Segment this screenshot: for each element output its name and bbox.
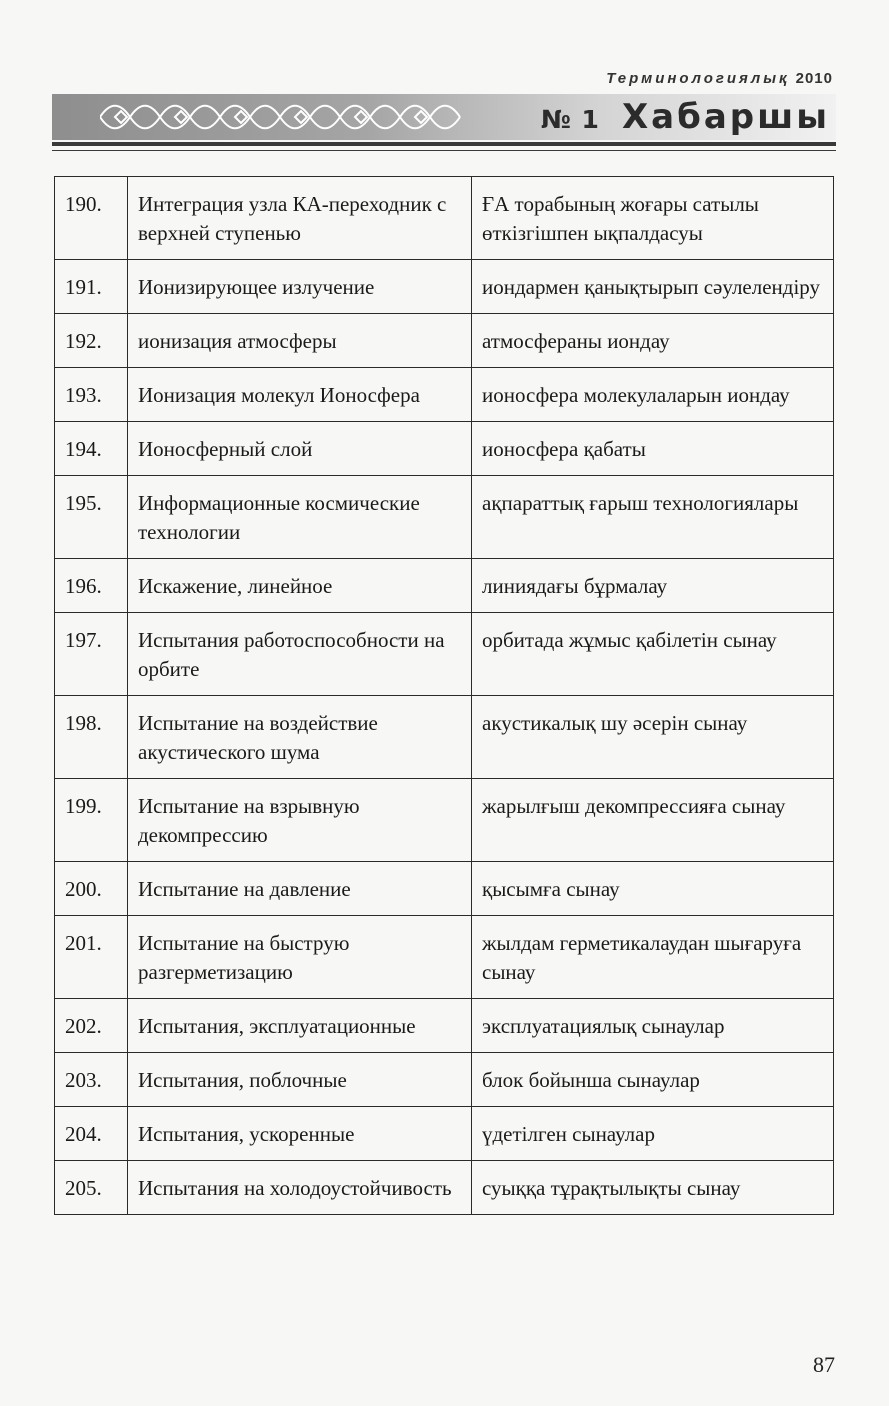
kazakh-term: үдетілген сынаулар: [472, 1107, 834, 1161]
table-row: [55, 368, 834, 422]
term-number: 203.: [55, 1053, 128, 1107]
kazakh-term: орбитада жұмыс қабілетін сынау: [472, 613, 834, 696]
table-row: [55, 476, 834, 559]
header-rule-thick: [52, 142, 836, 146]
term-number: 204.: [55, 1107, 128, 1161]
table-row: [55, 1107, 834, 1161]
header-banner: [52, 94, 836, 140]
kazakh-term: қысымға сынау: [472, 862, 834, 916]
terms-table: [54, 176, 834, 1215]
term-number: 201.: [55, 916, 128, 999]
term-number: 193.: [55, 368, 128, 422]
banner-title: [541, 97, 830, 137]
russian-term: Интеграция узла КА-переходник с верхней ступенью: [128, 177, 472, 260]
page-number: 87: [813, 1352, 835, 1377]
russian-term: Испытания работоспособности на орбите: [128, 613, 472, 696]
russian-term: Ионизация молекул Ионосфера: [128, 368, 472, 422]
table-row: [55, 696, 834, 779]
russian-term: Испытание на быструю разгерметизацию: [128, 916, 472, 999]
kazakh-term: жарылғыш декомпрессияға сынау: [472, 779, 834, 862]
table-row: [55, 314, 834, 368]
kazakh-term: атмосфераны иондау: [472, 314, 834, 368]
terms-table-body: [55, 177, 834, 1215]
russian-term: Испытания, поблочные: [128, 1053, 472, 1107]
table-row: [55, 916, 834, 999]
term-number: 194.: [55, 422, 128, 476]
kazakh-term: ионосфера қабаты: [472, 422, 834, 476]
term-number: 202.: [55, 999, 128, 1053]
term-number: 200.: [55, 862, 128, 916]
issue-number: № 1: [540, 105, 600, 134]
term-number: 197.: [55, 613, 128, 696]
kazakh-term: ақпараттық ғарыш технологиялары: [472, 476, 834, 559]
russian-term: Ионизирующее излучение: [128, 260, 472, 314]
kazakh-term: жылдам герметикалаудан шығаруға сынау: [472, 916, 834, 999]
header-rule-thin: [52, 150, 836, 151]
russian-term: Испытания на холодоустойчивость: [128, 1161, 472, 1215]
term-number: 190.: [55, 177, 128, 260]
table-row: [55, 260, 834, 314]
table-row: [55, 999, 834, 1053]
russian-term: Испытания, эксплуатационные: [128, 999, 472, 1053]
russian-term: Информационные космические технологии: [128, 476, 472, 559]
term-number: 196.: [55, 559, 128, 613]
term-number: 192.: [55, 314, 128, 368]
term-number: 205.: [55, 1161, 128, 1215]
kazakh-term: ҒА торабының жоғары сатылы өткізгішпен ықпалдасуы: [472, 177, 834, 260]
journal-year: 2010: [795, 70, 833, 87]
russian-term: Искажение, линейное: [128, 559, 472, 613]
kazakh-term: акустикалық шу әсерін сынау: [472, 696, 834, 779]
russian-term: Ионосферный слой: [128, 422, 472, 476]
table-row: [55, 613, 834, 696]
russian-term: Испытание на давление: [128, 862, 472, 916]
journal-line-text: Терминологиялық: [606, 70, 790, 87]
table-row: [55, 779, 834, 862]
term-number: 191.: [55, 260, 128, 314]
table-row: [55, 1161, 834, 1215]
term-number: 199.: [55, 779, 128, 862]
table-row: [55, 1053, 834, 1107]
term-number: 198.: [55, 696, 128, 779]
table-row: [55, 177, 834, 260]
kazakh-term: суыққа тұрақтылықты сынау: [472, 1161, 834, 1215]
kazakh-term: эксплуатациялық сынаулар: [472, 999, 834, 1053]
russian-term: ионизация атмосферы: [128, 314, 472, 368]
table-row: [55, 559, 834, 613]
kazakh-term: иондармен қанықтырып сәулелендіру: [472, 260, 834, 314]
journal-header-line: [606, 70, 833, 87]
table-row: [55, 422, 834, 476]
kazakh-term: ионосфера молекулаларын иондау: [472, 368, 834, 422]
russian-term: Испытание на взрывную декомпрессию: [128, 779, 472, 862]
journal-title: Хабаршы: [621, 97, 830, 137]
kazakh-ornament-icon: [100, 98, 470, 136]
russian-term: Испытания, ускоренные: [128, 1107, 472, 1161]
table-row: [55, 862, 834, 916]
kazakh-term: блок бойынша сынаулар: [472, 1053, 834, 1107]
term-number: 195.: [55, 476, 128, 559]
russian-term: Испытание на воздействие акустического шума: [128, 696, 472, 779]
kazakh-term: линиядағы бұрмалау: [472, 559, 834, 613]
